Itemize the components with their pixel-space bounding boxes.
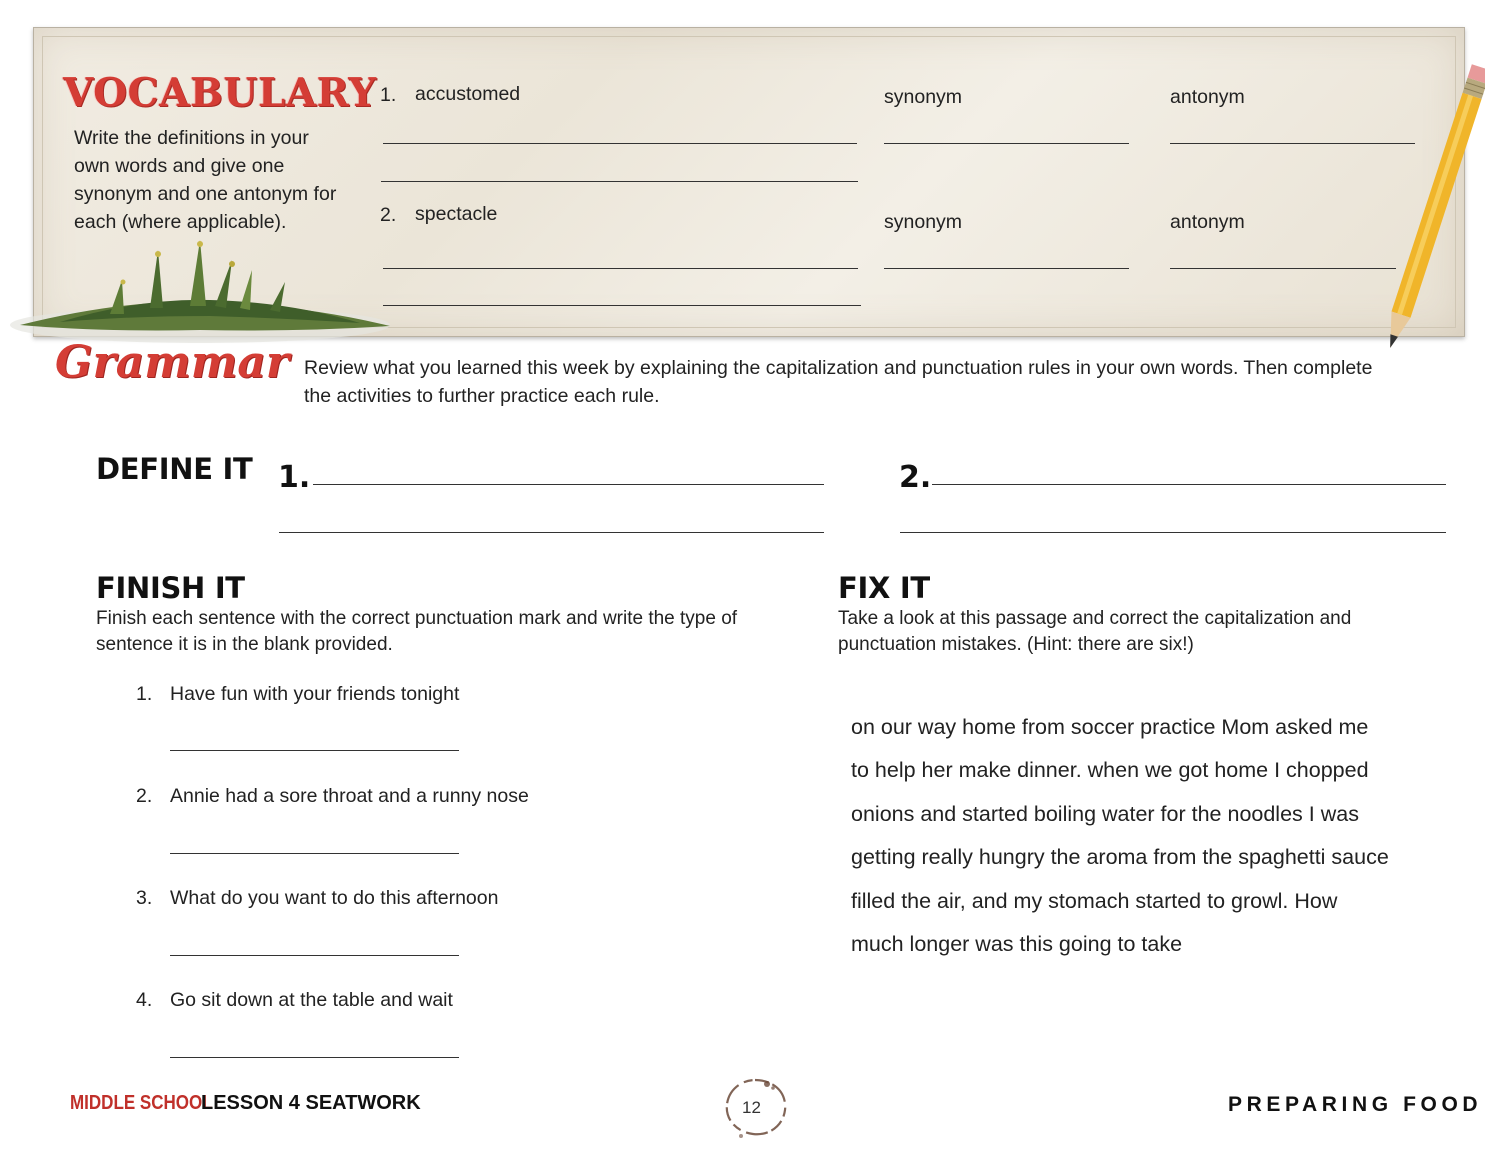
finish-it-item-4-answer-line[interactable]	[170, 1057, 459, 1058]
define-it-number-1: 1.	[278, 460, 311, 495]
grammar-title: Grammar	[55, 337, 290, 388]
finish-it-item-1-text: Have fun with your friends tonight	[170, 683, 460, 705]
vocab-item-1-number: 1.	[380, 84, 397, 106]
pencil-illustration	[1385, 50, 1485, 370]
finish-it-item-3-number: 3.	[136, 887, 153, 909]
finish-it-heading: FINISH IT	[96, 571, 245, 605]
vocab-item-1-word: accustomed	[415, 83, 521, 105]
vocab-item-2-synonym-line[interactable]	[884, 268, 1129, 269]
vocab-item-2-definition-line-2[interactable]	[383, 305, 861, 306]
vocab-item-1-antonym-line[interactable]	[1170, 143, 1415, 144]
vocabulary-instructions: Write the definitions in your own words and give one synonym and one antonym for each (where applicable).	[74, 127, 337, 233]
passage-line: much longer was this going to take	[851, 932, 1183, 957]
footer-lesson: LESSON 4 SEATWORK	[201, 1092, 421, 1114]
vocab-item-1-synonym-line[interactable]	[884, 143, 1129, 144]
finish-it-instructions: Finish each sentence with the correct punctuation mark and write the type of sentence it is in the blank provided.	[96, 608, 738, 655]
vocab-item-2-definition-line-1[interactable]	[383, 268, 858, 269]
passage-line: getting really hungry the aroma from the spaghetti sauce	[851, 845, 1389, 870]
define-it-1-line-1[interactable]	[313, 484, 824, 485]
finish-it-item-1-answer-line[interactable]	[170, 750, 459, 751]
vocab-item-1-synonym-label: synonym	[884, 86, 963, 108]
vocab-item-2-number: 2.	[380, 204, 397, 226]
vocab-item-1-antonym-label: antonym	[1170, 86, 1245, 108]
define-it-2-line-2[interactable]	[900, 532, 1446, 533]
finish-it-item-4-text: Go sit down at the table and wait	[170, 989, 453, 1011]
grammar-instructions: Review what you learned this week by explaining the capitalization and punctuation rules in your own words. Then complete the activities to further practice each rule.	[304, 357, 1373, 407]
footer-page-number: 12	[742, 1098, 761, 1117]
fix-it-heading: FIX IT	[838, 571, 930, 605]
vocabulary-title: VOCABULARY	[63, 70, 377, 116]
define-it-2-line-1[interactable]	[932, 484, 1446, 485]
vocab-item-2-word: spectacle	[415, 203, 498, 225]
vocab-item-2-synonym-label: synonym	[884, 211, 963, 233]
vocab-item-1-definition-line-2[interactable]	[381, 181, 858, 182]
finish-it-item-4-number: 4.	[136, 989, 153, 1011]
finish-it-item-3-answer-line[interactable]	[170, 955, 459, 956]
footer-level: MIDDLE SCHOOL	[70, 1092, 213, 1114]
fix-it-instructions: Take a look at this passage and correct the capitalization and punctuation mistakes. (Hint: there are six!)	[838, 608, 1352, 655]
define-it-1-line-2[interactable]	[279, 532, 824, 533]
fix-it-passage	[851, 706, 1451, 966]
passage-line: to help her make dinner. when we got home I chopped	[851, 758, 1369, 783]
define-it-heading: DEFINE IT	[96, 452, 253, 486]
finish-it-item-2-answer-line[interactable]	[170, 853, 459, 854]
passage-line: onions and started boiling water for the noodles I was	[851, 801, 1359, 826]
passage-line: filled the air, and my stomach started to growl. How	[851, 888, 1338, 913]
footer-topic: PREPARING FOOD	[1228, 1093, 1483, 1116]
finish-it-item-2-number: 2.	[136, 785, 153, 807]
define-it-number-2: 2.	[899, 460, 932, 495]
passage-line: on our way home from soccer practice Mom asked me	[851, 715, 1369, 739]
vocab-item-1-definition-line-1[interactable]	[383, 143, 857, 144]
vocab-item-2-antonym-label: antonym	[1170, 211, 1245, 233]
finish-it-item-2-text: Annie had a sore throat and a runny nose	[170, 785, 529, 807]
vocab-item-2-antonym-line[interactable]	[1170, 268, 1396, 269]
finish-it-item-1-number: 1.	[136, 683, 153, 705]
finish-it-item-3-text: What do you want to do this afternoon	[170, 887, 499, 909]
